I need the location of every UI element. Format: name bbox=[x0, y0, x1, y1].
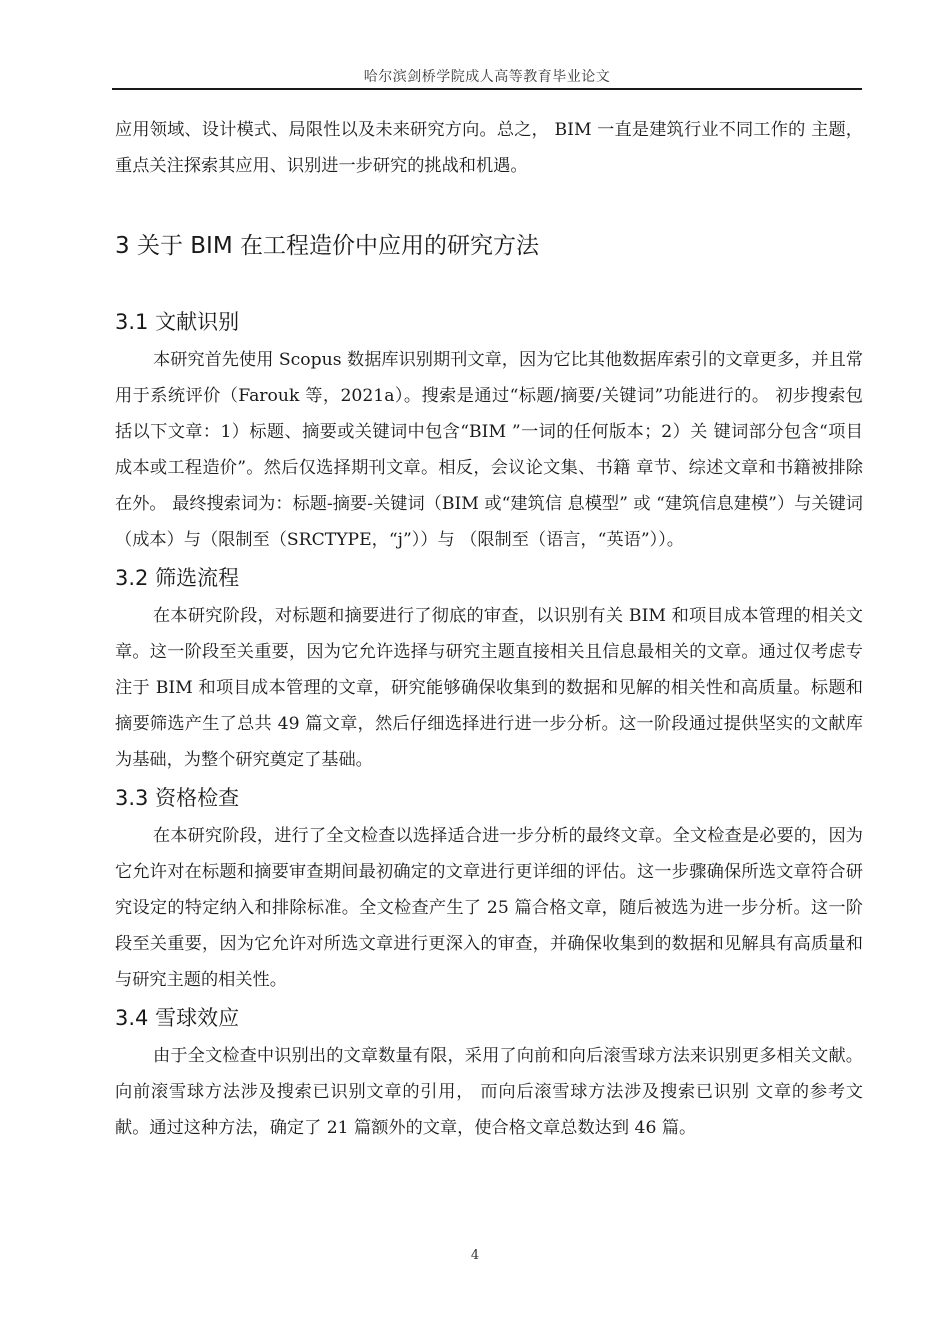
page-header: 哈尔滨剑桥学院成人高等教育毕业论文 bbox=[363, 69, 611, 85]
section-body-3-1: 本研究首先使用 Scopus 数据库识别期刊文章，因为它比其他数据库索引的文章更多，并且常用于系统评价（Farouk 等，2021a）。搜索是通过“标题/摘要/关键词”功能进行的。 初步搜索包括以下文章：1）标题、摘要或关键词中包含“BIM ”一词的任何版本；2）关 键词部分包含“项目成本或工程造价”。然后仅选择期刊文章。相反，会议论文集、书籍 章节、综述文章和书籍被排除在外。 最终搜索词为：标题-摘要-关键词（BIM 或“建筑信 息模型” 或 “建筑信息建模”）与关键词（成本）与（限制至（SRCTYPE，“j”））与 （限制至（语言，“英语”））。 bbox=[115, 350, 863, 550]
document-body bbox=[115, 112, 863, 1146]
chapter-heading: 3 关于 BIM 在工程造价中应用的研究方法 bbox=[115, 233, 539, 259]
section-body-3-3: 在本研究阶段，进行了全文检查以选择适合进一步分析的最终文章。全文检查是必要的，因为它允许对在标题和摘要审查期间最初确定的文章进行更详细的评估。这一步骤确保所选文章符合研究设定的特定纳入和排除标准。全文检查产生了 25 篇合格文章，随后被选为进一步分析。这一阶段至关重要，因为它允许对所选文章进行更深入的审查，并确保收集到的数据和见解具有高质量和与研究主题的相关性。 bbox=[115, 826, 863, 990]
section-heading-3-3: 3.3 资格检查 bbox=[115, 786, 240, 810]
page-number: 4 bbox=[470, 1248, 480, 1263]
section-body-3-4: 由于全文检查中识别出的文章数量有限，采用了向前和向后滚雪球方法来识别更多相关文献。向前滚雪球方法涉及搜索已识别文章的引用， 而向后滚雪球方法涉及搜索已识别 文章的参考文献。通过这种方法，确定了 21 篇额外的文章，使合格文章总数达到 46 篇。 bbox=[115, 1046, 863, 1138]
intro-paragraph: 应用领域、设计模式、局限性以及未来研究方向。总之， BIM 一直是建筑行业不同工作的 主题，重点关注探索其应用、识别进一步研究的挑战和机遇。 bbox=[115, 120, 863, 176]
section-heading-3-4: 3.4 雪球效应 bbox=[115, 1006, 240, 1030]
section-heading-3-1: 3.1 文献识别 bbox=[115, 310, 240, 334]
section-body-3-2: 在本研究阶段，对标题和摘要进行了彻底的审查，以识别有关 BIM 和项目成本管理的相关文章。这一阶段至关重要，因为它允许选择与研究主题直接相关且信息最相关的文章。通过仅考虑专注于 BIM 和项目成本管理的文章，研究能够确保收集到的数据和见解的相关性和高质量。标题和摘要筛选产生了总共 49 篇文章，然后仔细选择进行进一步分析。这一阶段通过提供坚实的文献库为基础，为整个研究奠定了基础。 bbox=[115, 606, 863, 770]
header-divider bbox=[112, 88, 862, 90]
section-heading-3-2: 3.2 筛选流程 bbox=[115, 566, 240, 590]
